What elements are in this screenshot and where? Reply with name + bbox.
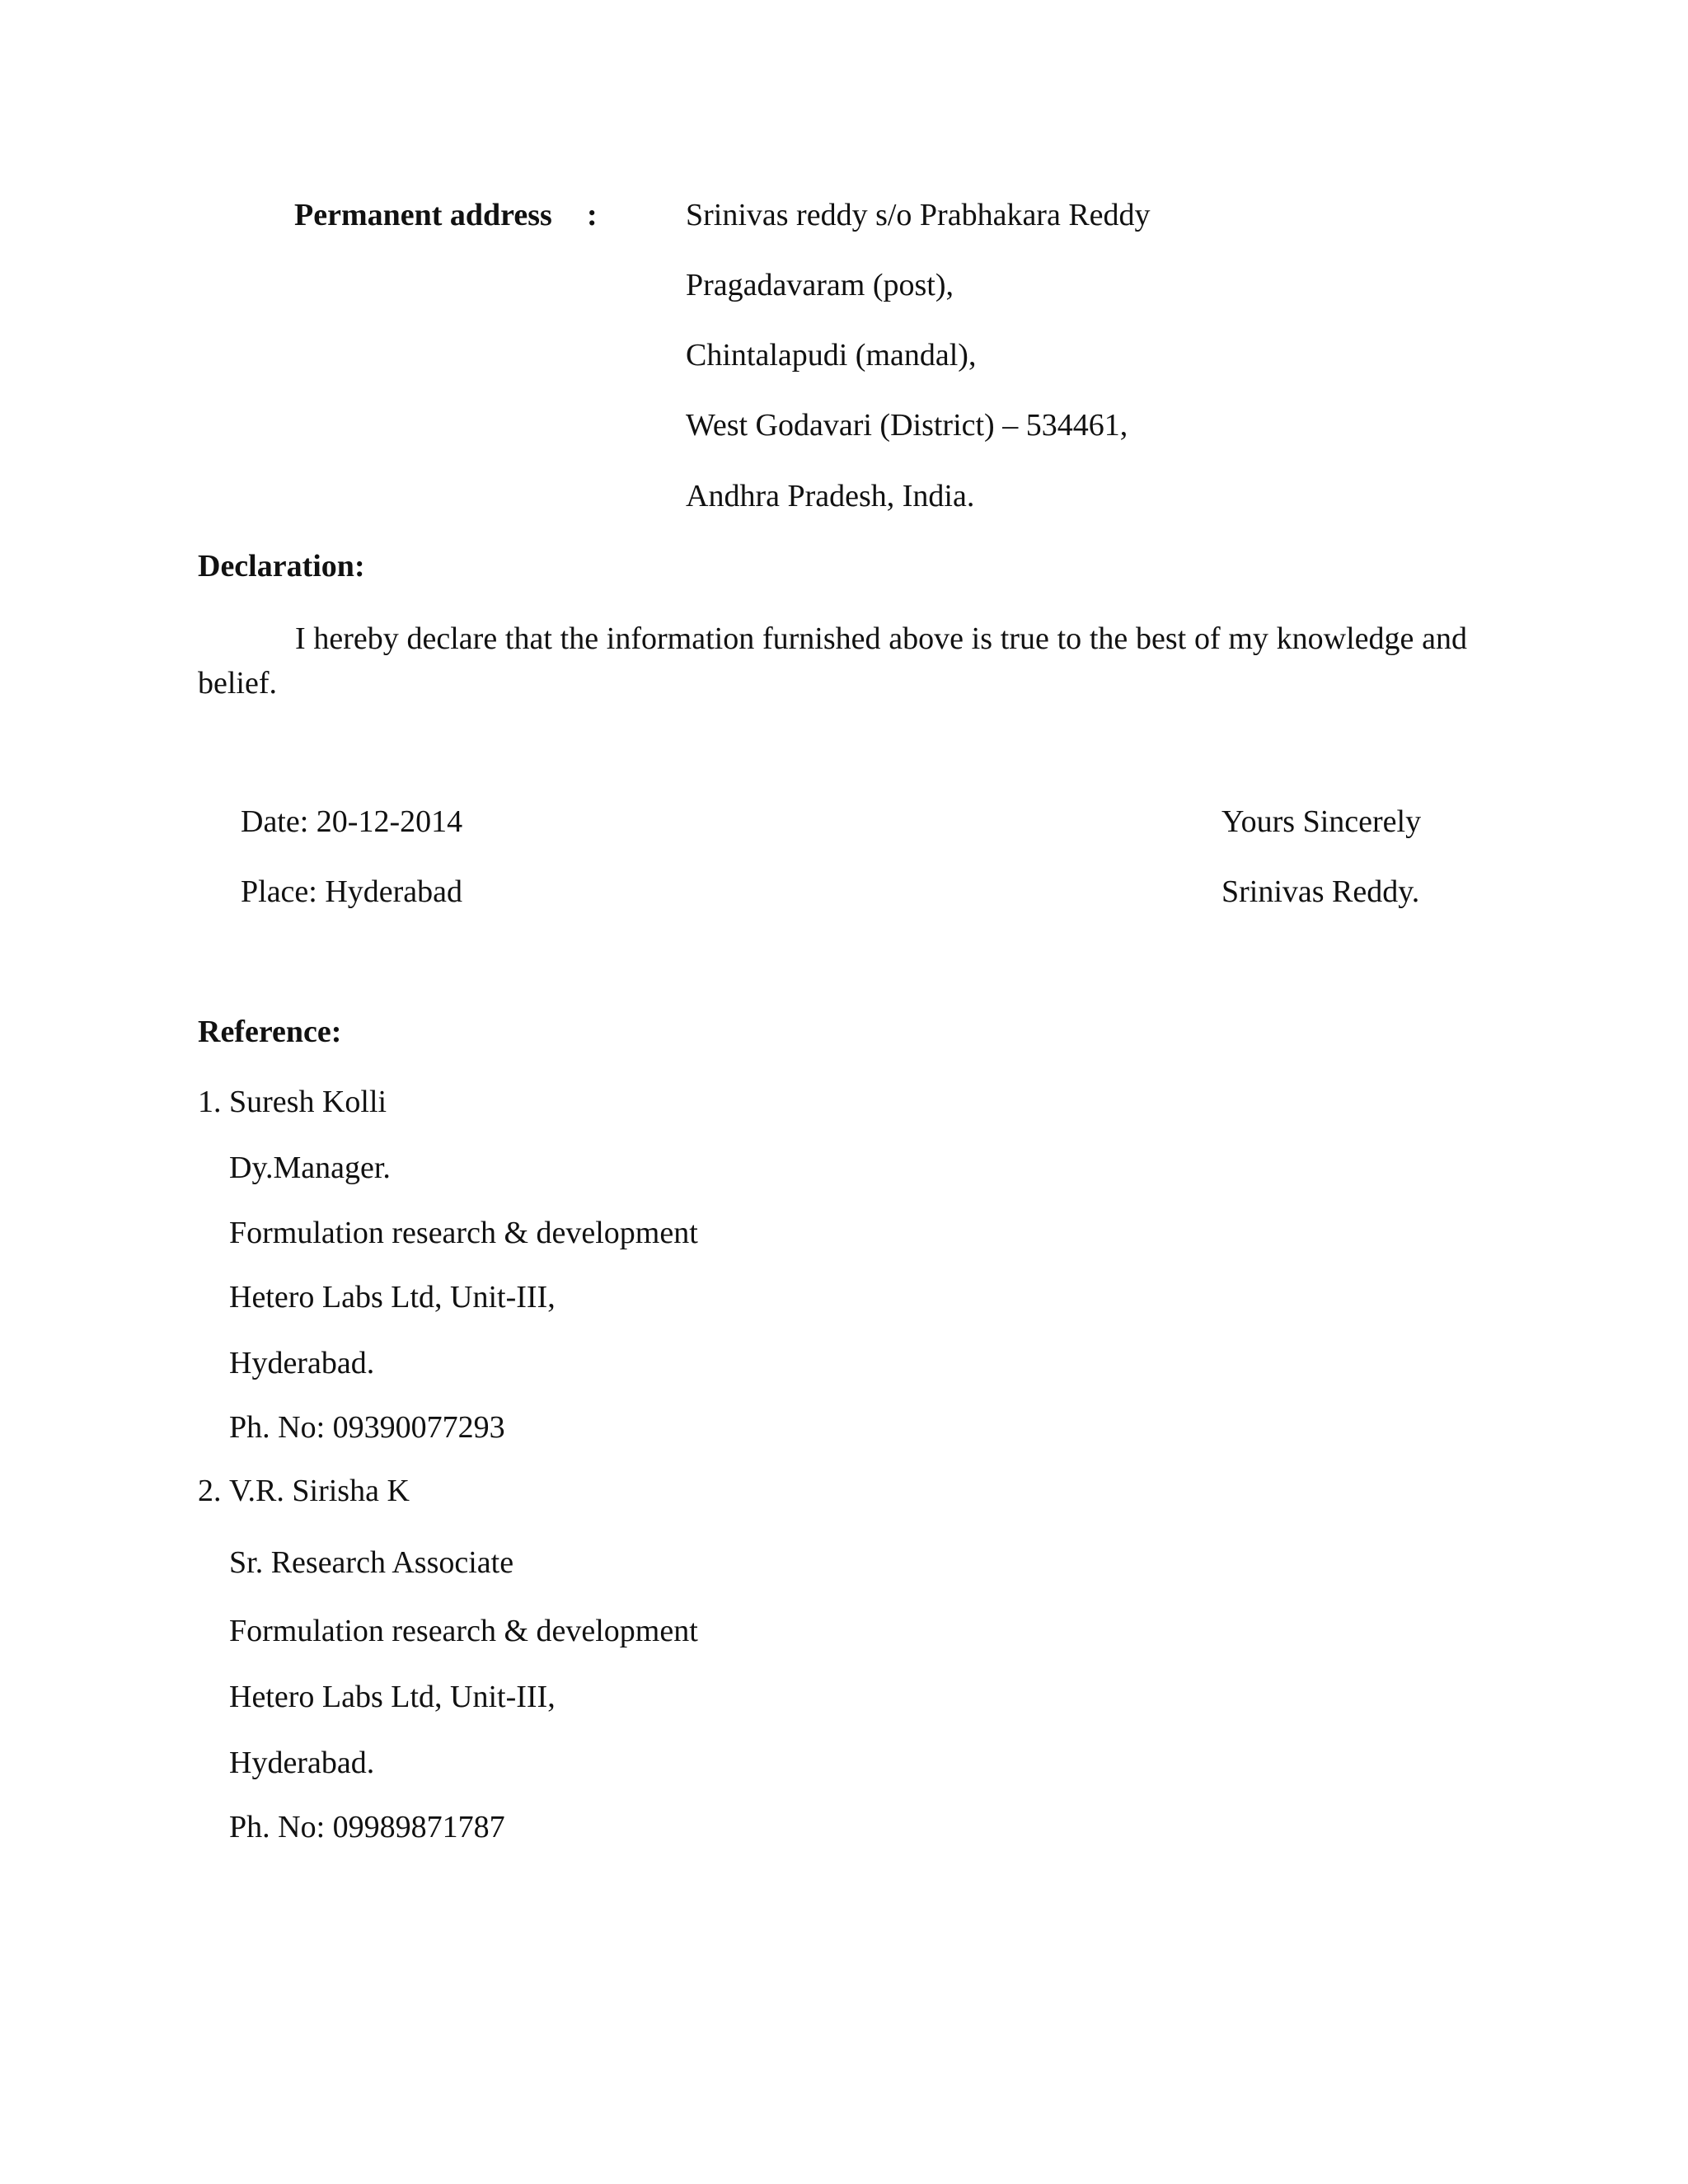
permanent-address-label: Permanent address xyxy=(294,198,552,232)
closing-line: Yours Sincerely xyxy=(1221,804,1422,839)
signatory-name: Srinivas Reddy. xyxy=(1221,874,1420,909)
reference-2-line-2: Formulation research & development xyxy=(229,1614,698,1648)
reference-2-number: 2. xyxy=(198,1474,222,1508)
reference-1-line-4: Hyderabad. xyxy=(229,1346,375,1380)
reference-1-number: 1. xyxy=(198,1085,222,1119)
reference-2-line-1: Sr. Research Associate xyxy=(229,1545,514,1580)
declaration-heading: Declaration: xyxy=(198,549,365,583)
reference-1-line-1: Dy.Manager. xyxy=(229,1151,391,1185)
reference-1-line-2: Formulation research & development xyxy=(229,1216,698,1250)
reference-1-line-3: Hetero Labs Ltd, Unit-III, xyxy=(229,1280,556,1315)
reference-1-phone: Ph. No: 09390077293 xyxy=(229,1410,505,1445)
address-line-1: Srinivas reddy s/o Prabhakara Reddy xyxy=(686,198,1151,232)
reference-2-phone: Ph. No: 09989871787 xyxy=(229,1810,505,1844)
reference-heading: Reference: xyxy=(198,1015,342,1049)
declaration-text: I hereby declare that the information furnished above is true to the best of my knowledge and belief. xyxy=(198,621,1467,701)
place-line: Place: Hyderabad xyxy=(241,874,463,909)
address-line-2: Pragadavaram (post), xyxy=(686,268,954,302)
date-line: Date: 20-12-2014 xyxy=(241,804,463,839)
permanent-address-colon: : xyxy=(587,198,598,232)
reference-2-line-3: Hetero Labs Ltd, Unit-III, xyxy=(229,1680,556,1714)
reference-2-name: V.R. Sirisha K xyxy=(229,1474,410,1508)
reference-1-name: Suresh Kolli xyxy=(229,1085,387,1119)
address-line-5: Andhra Pradesh, India. xyxy=(686,479,975,513)
address-line-3: Chintalapudi (mandal), xyxy=(686,338,977,373)
address-line-4: West Godavari (District) – 534461, xyxy=(686,408,1128,443)
reference-2-line-4: Hyderabad. xyxy=(229,1746,375,1780)
